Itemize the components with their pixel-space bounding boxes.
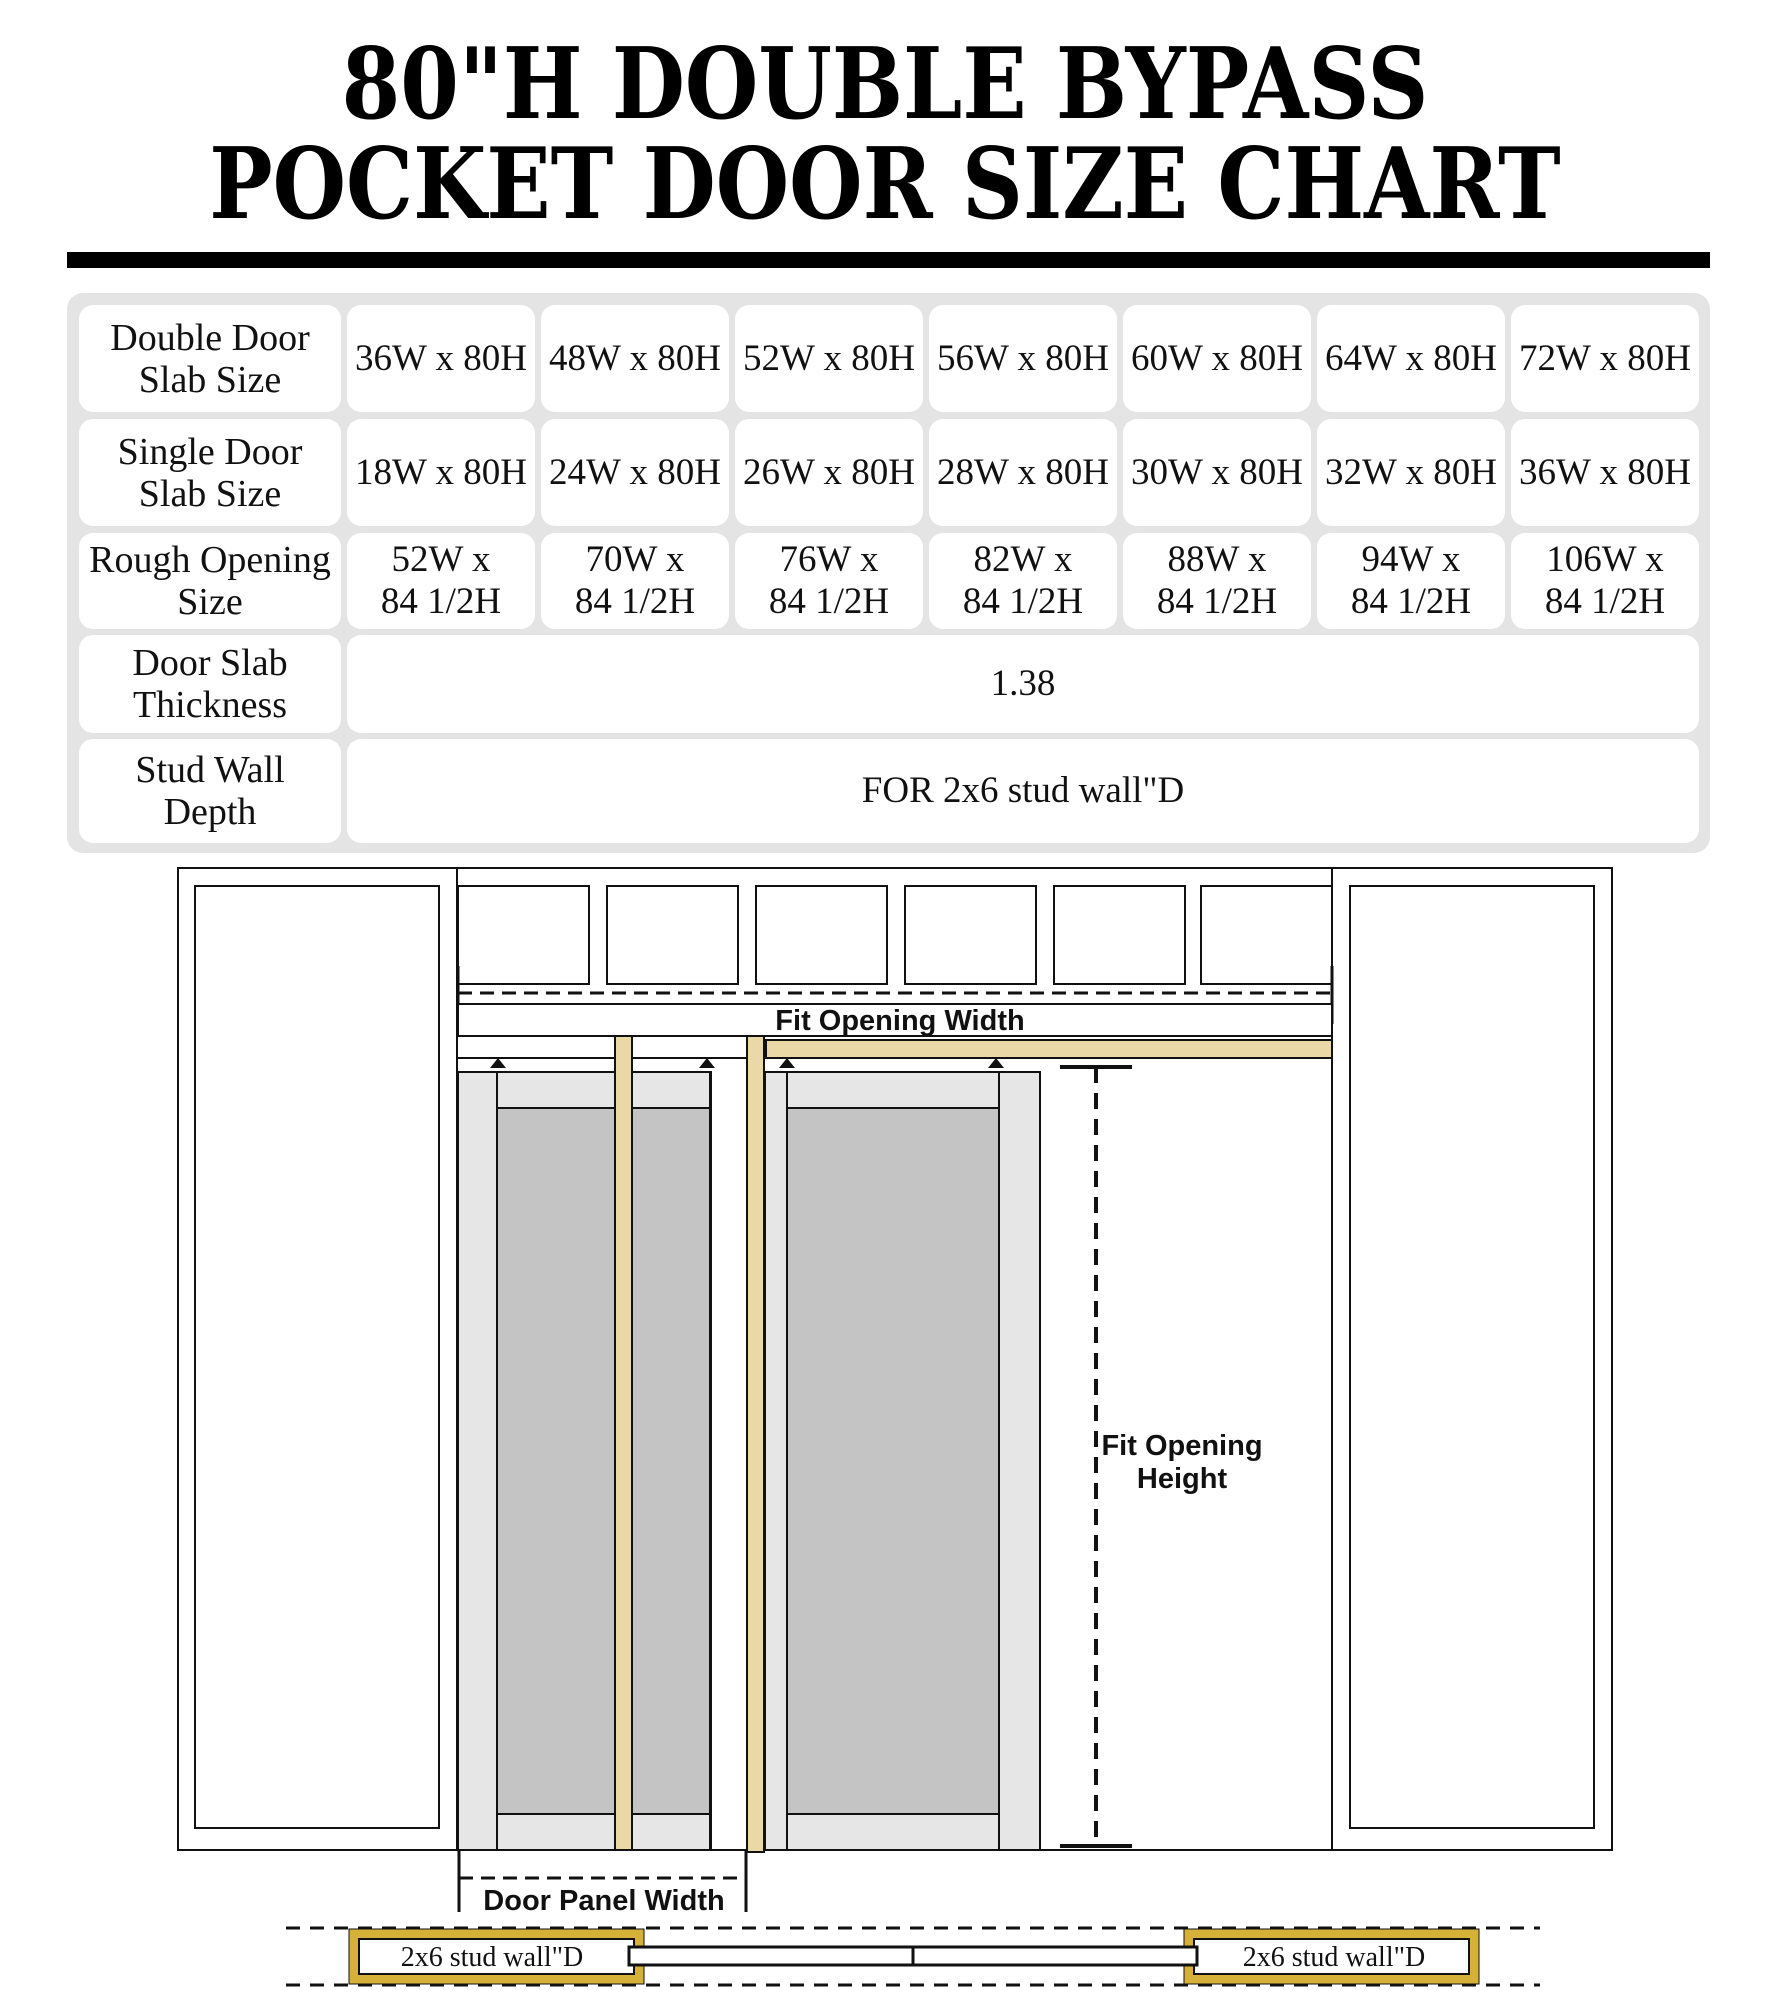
- table-cell: 82W x 84 1/2H: [929, 533, 1117, 629]
- page-title-line2: POCKET DOOR SIZE CHART: [209, 127, 1561, 242]
- header-track: [766, 1040, 1332, 1058]
- table-cell: 56W x 80H: [929, 305, 1117, 412]
- table-cell: 30W x 80H: [1123, 419, 1311, 526]
- table-cell: 60W x 80H: [1123, 305, 1311, 412]
- right-door-top-rail: [787, 1072, 999, 1108]
- table-cell: 94W x 84 1/2H: [1317, 533, 1505, 629]
- row-header-double-door-slab-size: Double Door Slab Size: [79, 305, 341, 412]
- right-door-glass: [787, 1108, 999, 1814]
- table-cell: 36W x 80H: [347, 305, 535, 412]
- transom-box: [1201, 886, 1332, 984]
- transom-box: [905, 886, 1036, 984]
- table-cell: 64W x 80H: [1317, 305, 1505, 412]
- row-header-single-door-slab-size: Single Door Slab Size: [79, 419, 341, 526]
- left-stud-wall-label: 2x6 stud wall"D: [400, 1942, 584, 1973]
- door-panel-width-label: Door Panel Width: [483, 1885, 725, 1917]
- table-cell: 70W x 84 1/2H: [541, 533, 729, 629]
- right-door-bottom-rail: [787, 1814, 999, 1850]
- table-cell: 76W x 84 1/2H: [735, 533, 923, 629]
- door-slab-thickness-value: 1.38: [347, 635, 1699, 733]
- table-cell: 32W x 80H: [1317, 419, 1505, 526]
- row-header-door-slab-thickness: Door Slab Thickness: [79, 635, 341, 733]
- page-title-line1: 80"H DOUBLE BYPASS: [341, 27, 1429, 142]
- right-side-panel: [1350, 886, 1594, 1828]
- table-cell: 48W x 80H: [541, 305, 729, 412]
- plan-door-right: [913, 1947, 1197, 1965]
- left-door-glass: [497, 1108, 710, 1814]
- center-vertical-track: [747, 1036, 764, 1852]
- table-cell: 24W x 80H: [541, 419, 729, 526]
- table-cell: 88W x 84 1/2H: [1123, 533, 1311, 629]
- table-cell: 52W x 80H: [735, 305, 923, 412]
- table-cell: 26W x 80H: [735, 419, 923, 526]
- left-door-bottom-rail: [497, 1814, 710, 1850]
- row-header-rough-opening-size: Rough Opening Size: [79, 533, 341, 629]
- table-cell: 106W x 84 1/2H: [1511, 533, 1699, 629]
- left-door-top-rail: [497, 1072, 710, 1108]
- table-cell: 72W x 80H: [1511, 305, 1699, 412]
- fit-opening-height-label-line2: Height: [1136, 1463, 1228, 1495]
- transom-box: [458, 886, 589, 984]
- table-cell: 18W x 80H: [347, 419, 535, 526]
- transom-box: [607, 886, 738, 984]
- fit-opening-width-label: Fit Opening Width: [775, 1005, 1025, 1037]
- table-cell: 36W x 80H: [1511, 419, 1699, 526]
- table-cell: 28W x 80H: [929, 419, 1117, 526]
- left-vertical-track: [615, 1036, 632, 1850]
- left-side-panel: [195, 886, 439, 1828]
- transom-box: [756, 886, 887, 984]
- row-header-stud-wall-depth: Stud Wall Depth: [79, 739, 341, 843]
- right-stud-wall-label: 2x6 stud wall"D: [1242, 1942, 1426, 1973]
- plan-door-left: [629, 1947, 913, 1965]
- transom-box: [1054, 886, 1185, 984]
- fit-opening-height-label-line1: Fit Opening: [1101, 1430, 1263, 1462]
- table-cell: 52W x 84 1/2H: [347, 533, 535, 629]
- stud-wall-depth-value: FOR 2x6 stud wall"D: [347, 739, 1699, 843]
